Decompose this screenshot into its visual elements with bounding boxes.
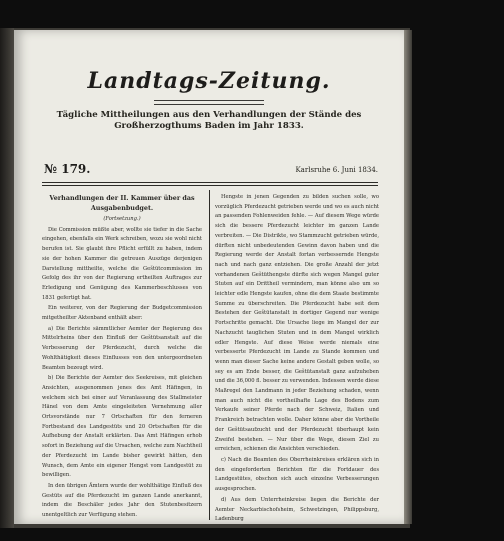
column-divider [209,190,210,520]
heading-line-2: Ausgabenbudget. [90,204,154,212]
paragraph: d) Aus dem Unterrheinkreise liegen die Berichte der Aemter Neckarbischofsheim, Schwetzingen, Philippsburg, Ladenburg [215,496,379,523]
newspaper-page [14,30,404,524]
right-column [215,193,379,524]
heading-line-1: Verhandlungen der II. Kammer über das [49,194,195,202]
issue-date: Karlsruhe 6. Juni 1834. [295,166,378,174]
book-spine [0,28,14,528]
paragraph: c) Nach die Beamten des Oberrheinkreises erklären sich in den eingeforderten Berichten für die Fortdauer des Landgestütes, obschon sich auch einzelne Verbesserungen ausgesprochen. [215,456,379,493]
newspaper-title: Landtags-Zeitung. [87,68,331,94]
paragraph: Die Commission müßte aber, wollte sie tiefer in die Sache eingehen, ebenfalls ein Werk schreiben, wozu sie wohl nicht berufen ist. Sie glaubt ihre Pflicht erfüllt zu haben, indem sie der hohen Kammer die getreuen Auszüge derjenigen Darstellung mittheilte, welche die Geštütcommission im Gefolg des ihr von der Regierung ertheilten Auftrages zur Erledigung und Genügung des Kammerbeschlusses von 1831 gefertigt hat. [42,226,202,301]
paragraph: Ein weiterer, von der Regierung der Budgetcommission mitgetheilter Aktenband enthält aber: [42,305,202,322]
paragraph: Hengste in jenen Gegenden zu bilden suchen solle, wo vorzüglich Pferdezucht getrieben werde und wo es auch nicht an passenden Fohlenweiden fehle. — Auf diesem Wege würde sich die bessere Pferdezucht leichter im ganzen Lande verbreiten. — Die Distrikte, wo Stammzucht getrieben würde, dürften nicht unbedeutenden Gewinn davon haben und die Regierung werde der Anstalt fortan verbessernde Hengste nach und nach ganz entziehen. Die große Anzahl der jetzt vorhandenen Geštüthengste dürfte sich wegen Mangel guter Stuten auf ein Drittheil vermindern, man könne also um so leichter edle Hengste kaufen, ohne die dem Staate bestimmte Summe zu überschreiten. Die Pferdezucht habe seit dem Bestehen der Geštütanstalt in dortiger Gegend nur wenige Fortschritte gemacht. Die Ursache liege im Mangel der zur Nachzucht tauglichen Stuten und in dem Mangel wirklich edler Hengste. Auf diese Weise werde niemals eine verbesserte Pferdezucht im Lande zu Stande kommen und wenn man dieser Sache keine andere Gestalt geben wolle, so sey es am Ende besser, die Geštütanstalt ganz aufzuheben und die 36,000 fl. besser zu verwenden. Indessen werde diese Maßregel den Landmann in jeder Beziehung schaden, wenn man auch nicht die vortheilhafte Lage des Bodens zum Verkaufe seiner Pferde nach der Schweiz, Italien und Frankreich betrachten wolle. Daher könne aber die Vortheile der Geštütsaufzucht und der Pferdezucht überhaupt kein Zweifel bestehen. — Nur über die Wege, diesen Ziel zu erreichen, schienen die Ansichten verschieden. [215,194,379,453]
paragraph: In den übrigen Ämtern wurde der wohlthätige Einfluß des Gestüts auf die Pferdezucht im ganzen Lande anerkannt, indem die Beschäler jedes Jahr den Stutenbesitzern unentgeltlich zur Verfügung stehen. [42,482,202,519]
page-edge [404,30,412,524]
article-heading [42,193,202,213]
title-ornament [154,100,264,105]
paragraph: b) Die Berichte der Aemter des Seekreises, mit gleichen Ansichten, ausgenommen jenes des Amt Häfingen, in welchem sich bei einer auf Veranlassung des Stallmeister Hänel von dem Amte eingeleiteten Vernehmung aller Ortsvorstände nur 7 Ortschaften für den ferneren Fortbestand des Landgestüts und 20 Ortschaften für die Aufhebung der Anstalt erklärten. Das Amt Häfingen erhob sofort in Beziehung auf die Ursachen, welche zum Nachtheil der Pferdezucht im Lande bisher gewirkt hätten, den Wunsch, dem Amte ein eigener Hengst vom Landgestüt zu bewilligen. [42,375,202,479]
header-rule [42,182,378,183]
paragraph: a) Die Berichte sämmtlicher Aemter der Regierung des Mittelrheins über den Einfluß der Geštütsanstalt auf die Verbesserung der Pferdezucht, durch welche die Wohlthätigkeit dieses Einflusses von den untergeordneten Beamten bezeugt wird. [42,325,202,371]
continuation-note: (Fortsetzung.) [103,216,141,222]
newspaper-subtitle: Tägliche Mittheilungen aus den Verhandlungen der Stände des Großherzogthums Baden im Jahr 1833. [56,110,362,131]
header-rule-secondary [42,185,378,186]
issue-number: № 179. [44,162,91,176]
left-column [42,193,202,522]
